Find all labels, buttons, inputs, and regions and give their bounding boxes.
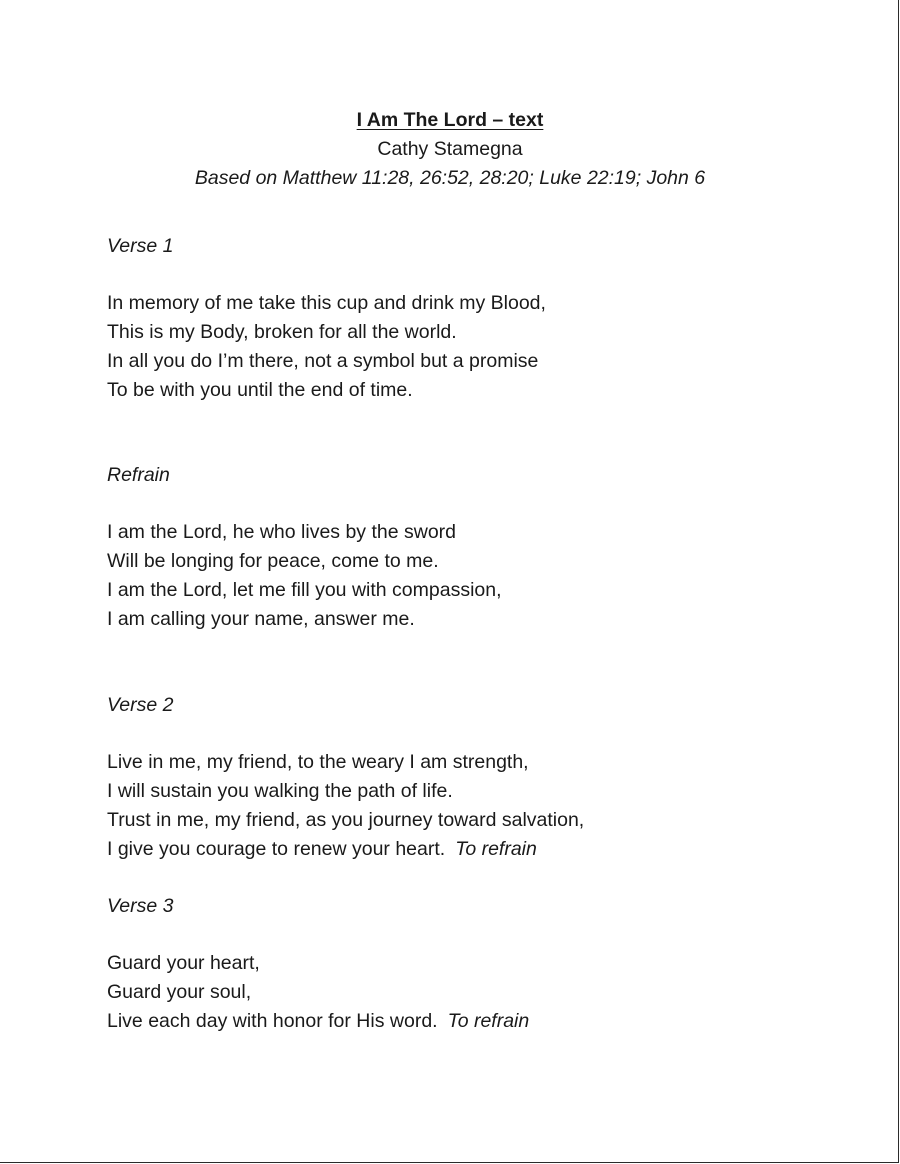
lyric-line: I am the Lord, let me fill you with compassion, (107, 579, 502, 601)
lyric-line: Guard your heart, (107, 952, 260, 974)
stanza-verse-3 (107, 949, 529, 1036)
refrain-cue: To refrain (455, 838, 537, 860)
lyric-line-with-cue (107, 835, 584, 864)
document-title: I Am The Lord – text (356, 109, 544, 131)
stanza-refrain (107, 518, 502, 634)
document-author: Cathy Stamegna (377, 138, 523, 160)
lyric-line: Live each day with honor for His word. (107, 1010, 438, 1032)
lyric-line: I am calling your name, answer me. (107, 608, 415, 630)
section-label-verse-3: Verse 3 (107, 895, 174, 917)
document-header (0, 106, 900, 193)
lyric-line: This is my Body, broken for all the world. (107, 321, 457, 343)
lyric-line: Will be longing for peace, come to me. (107, 550, 439, 572)
lyric-line-with-cue (107, 1007, 529, 1036)
lyric-line: Live in me, my friend, to the weary I am strength, (107, 751, 529, 773)
section-label-verse-2: Verse 2 (107, 694, 174, 716)
lyric-line: In all you do I’m there, not a symbol but a promise (107, 350, 539, 372)
section-label-verse-1: Verse 1 (107, 235, 174, 257)
lyric-line: I give you courage to renew your heart. (107, 838, 446, 860)
section-label-refrain: Refrain (107, 464, 170, 486)
refrain-cue: To refrain (447, 1010, 530, 1032)
lyric-line: I will sustain you walking the path of life. (107, 780, 453, 802)
stanza-verse-1 (107, 289, 546, 405)
lyric-line: Trust in me, my friend, as you journey toward salvation, (107, 809, 585, 831)
document-source: Based on Matthew 11:28, 26:52, 28:20; Luke 22:19; John 6 (194, 167, 706, 189)
lyric-line: Guard your soul, (107, 981, 252, 1003)
lyric-line: In memory of me take this cup and drink my Blood, (107, 292, 546, 314)
stanza-verse-2 (107, 748, 584, 864)
lyric-line: I am the Lord, he who lives by the sword (107, 521, 457, 543)
lyric-line: To be with you until the end of time. (107, 379, 413, 401)
